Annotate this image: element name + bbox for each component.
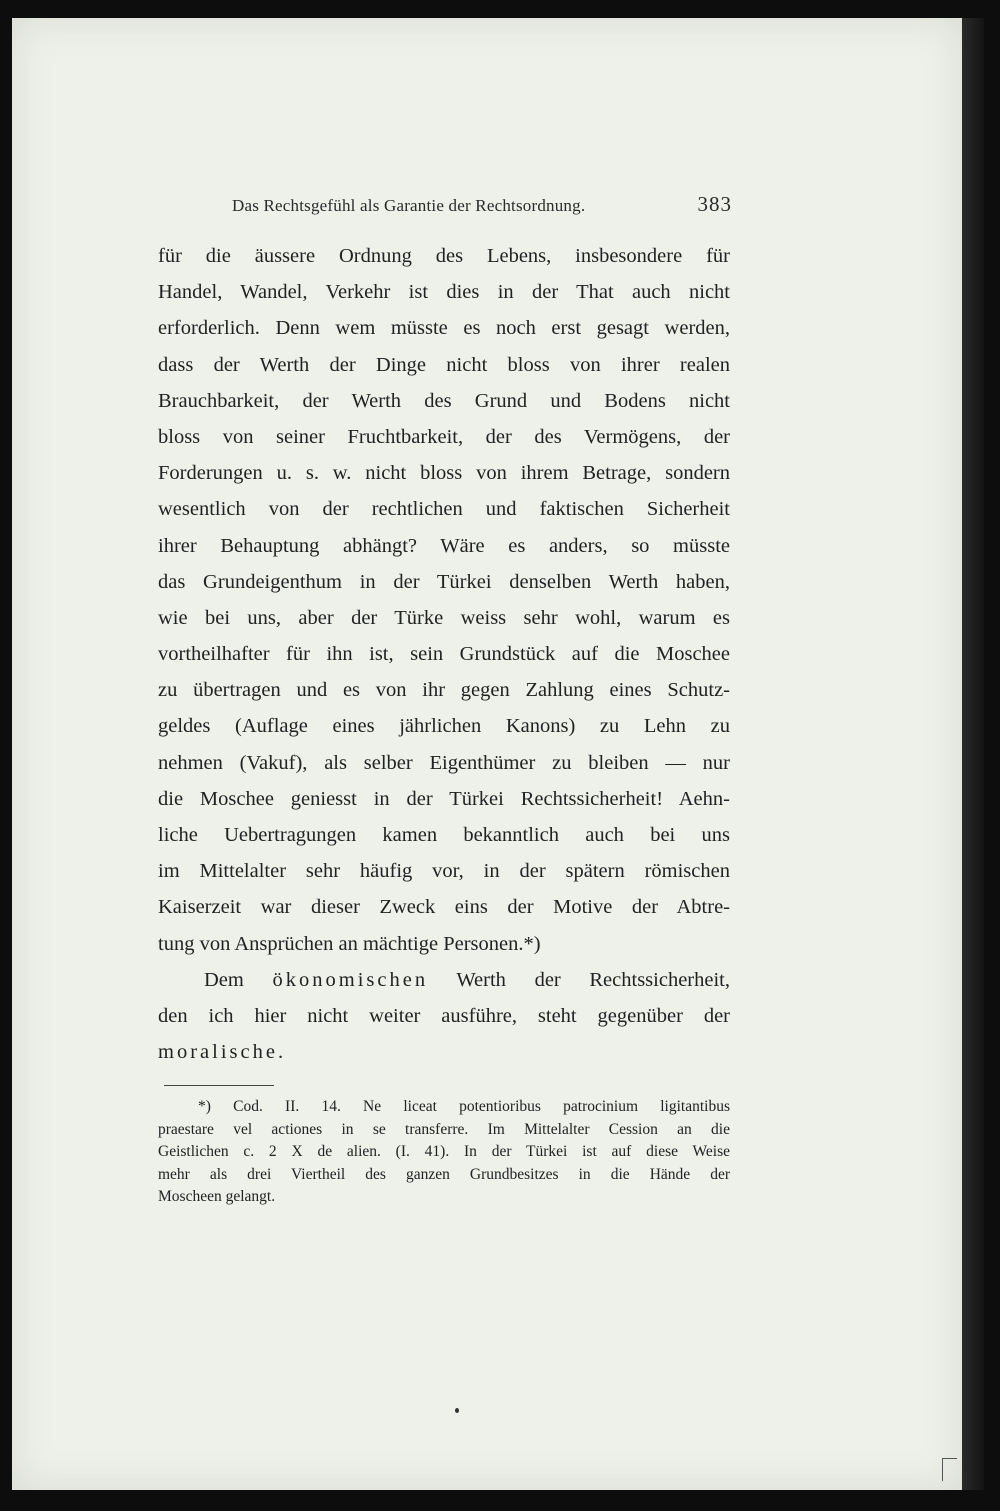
text-line: dass der Werth der Dinge nicht bloss von ihrer realen (158, 353, 730, 376)
page-number: 383 (697, 192, 732, 216)
text-line: im Mittelalter sehr häufig vor, in der spätern römischen (158, 860, 730, 883)
corner-mark (942, 1458, 957, 1481)
text-line: erforderlich. Denn wem müsste es noch erst gesagt werden, (158, 317, 730, 340)
text-line: für die äussere Ordnung des Lebens, insbesondere für (158, 245, 730, 267)
footnote-line: praestare vel actiones in se transferre. Im Mittelalter Cession an die (158, 1120, 730, 1138)
text-line: wie bei uns, aber der Türke weiss sehr wohl, warum es (158, 606, 730, 629)
text-line: zu übertragen und es von ihr gegen Zahlung eines Schutz- (158, 679, 730, 702)
running-title: Das Rechtsgefühl als Garantie der Rechtsordnung. (232, 196, 586, 215)
text-line: vortheilhafter für ihn ist, sein Grundstück auf die Moschee (158, 643, 730, 666)
footnote-line: *) Cod. II. 14. Ne liceat potentioribus patrocinium ligitantibus (198, 1098, 730, 1115)
main-text (158, 238, 730, 1070)
text-line: wesentlich von der rechtlichen und faktischen Sicherheit (158, 498, 730, 521)
emphasis-spaced: ökonomischen (272, 968, 429, 991)
text-line: ihrer Behauptung abhängt? Wäre es anders, so müsste (158, 534, 730, 557)
text-line: liche Uebertragungen kamen bekanntlich auch bei uns (158, 824, 730, 846)
text-line: das Grundeigenthum in der Türkei denselben Werth haben, (158, 570, 730, 593)
footnote-block (158, 1096, 730, 1209)
footnote-line: mehr als drei Viertheil des ganzen Grundbesitzes in die Hände der (158, 1165, 730, 1183)
ink-speck (455, 1408, 459, 1413)
text-line: Brauchbarkeit, der Werth des Grund und Bodens nicht (158, 389, 730, 412)
para2-rest: Werth der Rechtssicherheit, (428, 968, 730, 991)
paragraph-2-line-1 (158, 962, 730, 998)
text-line: den ich hier nicht weiter ausführe, steht gegenüber der (158, 1004, 730, 1027)
text-line: geldes (Auflage eines jährlichen Kanons) zu Lehn zu (158, 715, 730, 738)
text-line: tung von Ansprüchen an mächtige Personen.*) (158, 932, 541, 955)
emphasis-spaced-line: moralische. (158, 1041, 287, 1064)
text-line: bloss von seiner Fruchtbarkeit, der des Vermögens, der (158, 425, 730, 448)
running-head (232, 190, 732, 220)
footnote-line: Geistlichen c. 2 X de alien. (I. 41). In der Türkei ist auf diese Weise (158, 1143, 730, 1160)
footnote-line: Moscheen gelangt. (158, 1188, 276, 1205)
text-line: nehmen (Vakuf), als selber Eigenthümer zu bleiben — nur (158, 751, 730, 774)
text-line: Kaiserzeit war dieser Zweck eins der Motive der Abtre- (158, 896, 730, 919)
text-line: Handel, Wandel, Verkehr ist dies in der That auch nicht (158, 281, 730, 304)
para2-intro: Dem (204, 968, 273, 991)
page-edge-shadow (962, 18, 984, 1490)
footnote-rule (164, 1085, 274, 1086)
text-line: die Moschee geniesst in der Türkei Rechtssicherheit! Aehn- (158, 787, 730, 810)
text-line: Forderungen u. s. w. nicht bloss von ihrem Betrage, sondern (158, 462, 730, 485)
